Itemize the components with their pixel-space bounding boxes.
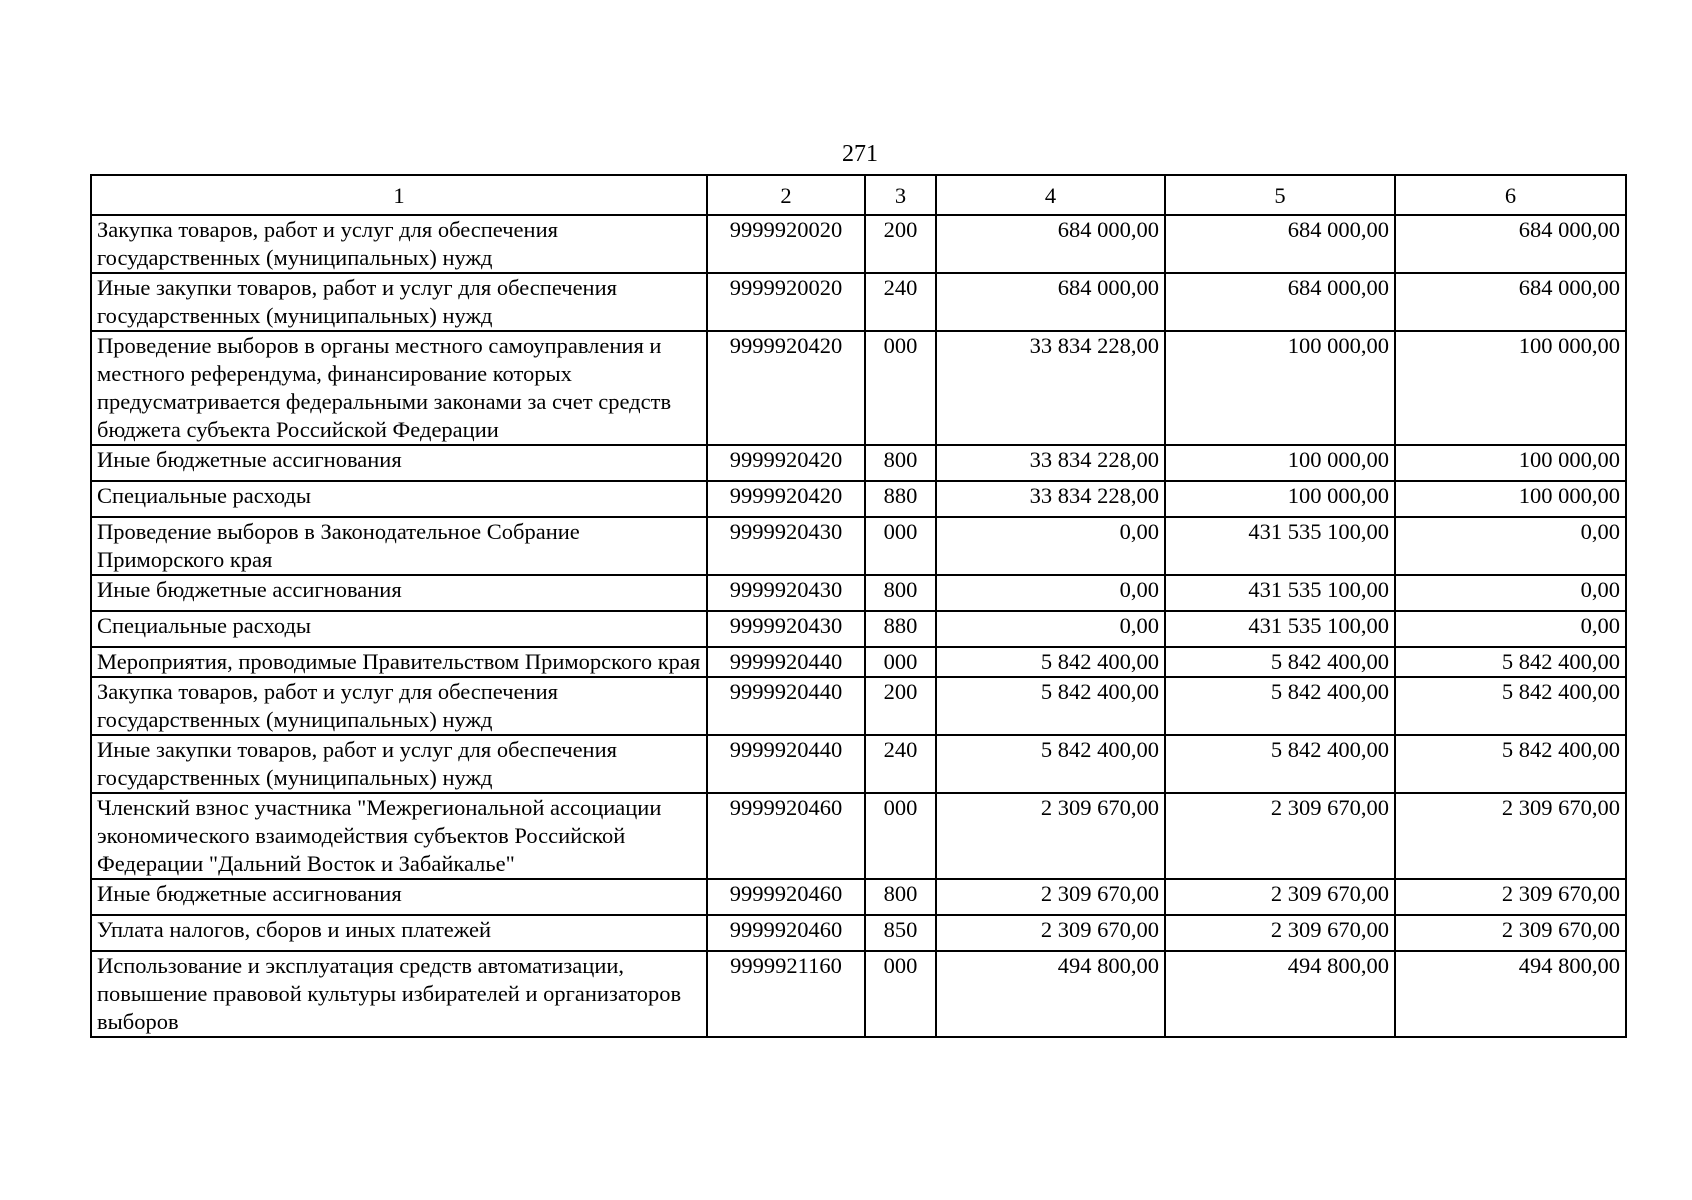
column-header: 4: [936, 175, 1165, 215]
target-article-code-cell: 9999920460: [707, 793, 865, 879]
expense-type-cell: 000: [865, 793, 936, 879]
expense-name-cell: Закупка товаров, работ и услуг для обеспечения государственных (муниципальных) нужд: [91, 677, 707, 735]
table-header-row: [91, 175, 1626, 215]
target-article-code-cell: 9999920460: [707, 879, 865, 915]
expense-type-cell: 200: [865, 215, 936, 273]
amount-col5-cell: 5 842 400,00: [1165, 677, 1395, 735]
expense-type-cell: 000: [865, 647, 936, 677]
table-row: [91, 481, 1626, 517]
target-article-code-cell: 9999920440: [707, 647, 865, 677]
target-article-code-cell: 9999920460: [707, 915, 865, 951]
amount-col5-cell: 5 842 400,00: [1165, 735, 1395, 793]
target-article-code-cell: 9999920440: [707, 735, 865, 793]
amount-col4-cell: 5 842 400,00: [936, 735, 1165, 793]
amount-col6-cell: 100 000,00: [1395, 331, 1626, 445]
expense-type-cell: 800: [865, 445, 936, 481]
expense-name-cell: Специальные расходы: [91, 481, 707, 517]
amount-col6-cell: 0,00: [1395, 517, 1626, 575]
table-row: [91, 735, 1626, 793]
expense-name-cell: Иные бюджетные ассигнования: [91, 879, 707, 915]
table-row: [91, 517, 1626, 575]
table-row: [91, 647, 1626, 677]
amount-col4-cell: 0,00: [936, 575, 1165, 611]
amount-col6-cell: 2 309 670,00: [1395, 793, 1626, 879]
amount-col5-cell: 100 000,00: [1165, 445, 1395, 481]
target-article-code-cell: 9999920440: [707, 677, 865, 735]
amount-col4-cell: 0,00: [936, 517, 1165, 575]
amount-col5-cell: 684 000,00: [1165, 215, 1395, 273]
table-row: [91, 445, 1626, 481]
target-article-code-cell: 9999920020: [707, 273, 865, 331]
table-row: [91, 215, 1626, 273]
amount-col6-cell: 684 000,00: [1395, 273, 1626, 331]
amount-col5-cell: 431 535 100,00: [1165, 517, 1395, 575]
amount-col5-cell: 2 309 670,00: [1165, 793, 1395, 879]
expense-name-cell: Мероприятия, проводимые Правительством Приморского края: [91, 647, 707, 677]
amount-col4-cell: 2 309 670,00: [936, 793, 1165, 879]
expense-type-cell: 240: [865, 273, 936, 331]
expense-type-cell: 800: [865, 575, 936, 611]
amount-col4-cell: 0,00: [936, 611, 1165, 647]
amount-col4-cell: 33 834 228,00: [936, 481, 1165, 517]
amount-col6-cell: 5 842 400,00: [1395, 677, 1626, 735]
expense-name-cell: Иные бюджетные ассигнования: [91, 575, 707, 611]
expense-type-cell: 880: [865, 481, 936, 517]
target-article-code-cell: 9999920420: [707, 481, 865, 517]
amount-col5-cell: 684 000,00: [1165, 273, 1395, 331]
amount-col6-cell: 5 842 400,00: [1395, 647, 1626, 677]
expense-type-cell: 880: [865, 611, 936, 647]
table-row: [91, 611, 1626, 647]
column-header: 3: [865, 175, 936, 215]
expense-type-cell: 000: [865, 331, 936, 445]
amount-col4-cell: 684 000,00: [936, 273, 1165, 331]
expense-name-cell: Членский взнос участника "Межрегиональной ассоциации экономического взаимодействия субъектов Российской Федерации "Дальний Восток и Забайкалье": [91, 793, 707, 879]
expense-type-cell: 000: [865, 951, 936, 1037]
table-row: [91, 879, 1626, 915]
target-article-code-cell: 9999920430: [707, 611, 865, 647]
target-article-code-cell: 9999920430: [707, 517, 865, 575]
amount-col4-cell: 5 842 400,00: [936, 677, 1165, 735]
target-article-code-cell: 9999920430: [707, 575, 865, 611]
amount-col6-cell: 684 000,00: [1395, 215, 1626, 273]
amount-col5-cell: 431 535 100,00: [1165, 611, 1395, 647]
expense-name-cell: Проведение выборов в Законодательное Собрание Приморского края: [91, 517, 707, 575]
amount-col6-cell: 2 309 670,00: [1395, 879, 1626, 915]
expense-name-cell: Уплата налогов, сборов и иных платежей: [91, 915, 707, 951]
amount-col6-cell: 100 000,00: [1395, 445, 1626, 481]
expense-type-cell: 240: [865, 735, 936, 793]
table-row: [91, 273, 1626, 331]
target-article-code-cell: 9999920420: [707, 445, 865, 481]
expense-name-cell: Иные бюджетные ассигнования: [91, 445, 707, 481]
table-row: [91, 677, 1626, 735]
amount-col6-cell: 0,00: [1395, 611, 1626, 647]
expense-type-cell: 800: [865, 879, 936, 915]
target-article-code-cell: 9999920420: [707, 331, 865, 445]
expense-type-cell: 000: [865, 517, 936, 575]
amount-col4-cell: 33 834 228,00: [936, 331, 1165, 445]
amount-col5-cell: 100 000,00: [1165, 331, 1395, 445]
expense-name-cell: Использование и эксплуатация средств автоматизации, повышение правовой культуры избирателей и организаторов выборов: [91, 951, 707, 1037]
table-row: [91, 915, 1626, 951]
budget-table: [90, 174, 1627, 1038]
expense-name-cell: Иные закупки товаров, работ и услуг для обеспечения государственных (муниципальных) нужд: [91, 273, 707, 331]
table-row: [91, 331, 1626, 445]
amount-col6-cell: 0,00: [1395, 575, 1626, 611]
expense-name-cell: Проведение выборов в органы местного самоуправления и местного референдума, финансирование которых предусматривается федеральными законами за счет средств бюджета субъекта Российской Федерации: [91, 331, 707, 445]
table-row: [91, 575, 1626, 611]
amount-col4-cell: 2 309 670,00: [936, 915, 1165, 951]
amount-col5-cell: 5 842 400,00: [1165, 647, 1395, 677]
column-header: 1: [91, 175, 707, 215]
amount-col4-cell: 5 842 400,00: [936, 647, 1165, 677]
amount-col5-cell: 2 309 670,00: [1165, 879, 1395, 915]
amount-col6-cell: 2 309 670,00: [1395, 915, 1626, 951]
table-row: [91, 793, 1626, 879]
amount-col5-cell: 2 309 670,00: [1165, 915, 1395, 951]
amount-col5-cell: 494 800,00: [1165, 951, 1395, 1037]
expense-name-cell: Закупка товаров, работ и услуг для обеспечения государственных (муниципальных) нужд: [91, 215, 707, 273]
amount-col4-cell: 494 800,00: [936, 951, 1165, 1037]
amount-col4-cell: 684 000,00: [936, 215, 1165, 273]
target-article-code-cell: 9999921160: [707, 951, 865, 1037]
expense-type-cell: 200: [865, 677, 936, 735]
table-row: [91, 951, 1626, 1037]
column-header: 6: [1395, 175, 1626, 215]
expense-name-cell: Иные закупки товаров, работ и услуг для обеспечения государственных (муниципальных) нужд: [91, 735, 707, 793]
expense-type-cell: 850: [865, 915, 936, 951]
amount-col6-cell: 5 842 400,00: [1395, 735, 1626, 793]
expense-name-cell: Специальные расходы: [91, 611, 707, 647]
amount-col4-cell: 2 309 670,00: [936, 879, 1165, 915]
page-number: 271: [842, 141, 878, 167]
amount-col5-cell: 100 000,00: [1165, 481, 1395, 517]
amount-col4-cell: 33 834 228,00: [936, 445, 1165, 481]
amount-col6-cell: 494 800,00: [1395, 951, 1626, 1037]
target-article-code-cell: 9999920020: [707, 215, 865, 273]
column-header: 5: [1165, 175, 1395, 215]
amount-col6-cell: 100 000,00: [1395, 481, 1626, 517]
column-header: 2: [707, 175, 865, 215]
amount-col5-cell: 431 535 100,00: [1165, 575, 1395, 611]
